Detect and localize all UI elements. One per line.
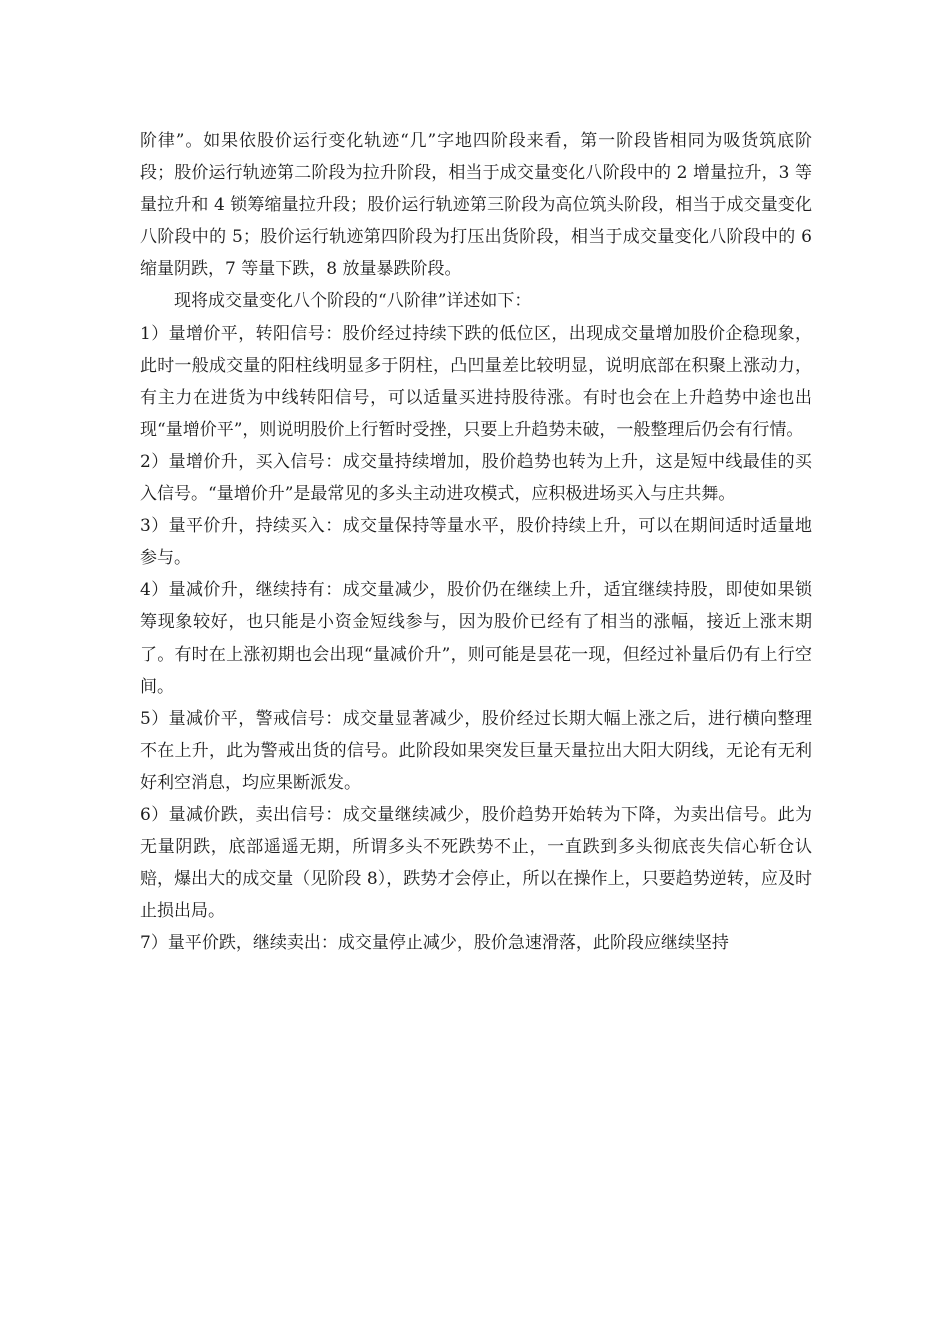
paragraph-stage-3: 3）量平价升，持续买入：成交量保持等量水平，股价持续上升，可以在期间适时适量地参与。 — [140, 516, 812, 569]
document-body — [140, 125, 812, 959]
paragraph-stage-2: 2）量增价升，买入信号：成交量持续增加，股价趋势也转为上升，这是短中线最佳的买入信号。“量增价升”是最常见的多头主动进攻模式，应积极进场买入与庄共舞。 — [140, 451, 812, 505]
paragraph-stage-6: 6）量减价跌，卖出信号：成交量继续减少，股价趋势开始转为下降，为卖出信号。此为无量阴跌，底部遥遥无期，所谓多头不死跌势不止，一直跌到多头彻底丧失信心斩仓认赔，爆出大的成交量（见阶段 8），跌势才会停止，所以在操作上，只要趋势逆转，应及时止损出局。 — [140, 804, 812, 922]
paragraph-eight-stages-heading: 现将成交量变化八个阶段的“八阶律”详述如下： — [174, 291, 532, 312]
paragraph-stage-5: 5）量减价平，警戒信号：成交量显著减少，股价经过长期大幅上涨之后，进行横向整理不在上升，此为警戒出货的信号。此阶段如果突发巨量天量拉出大阳大阴线，无论有无利好利空消息，均应果断派发。 — [140, 708, 812, 793]
paragraph-stage-1: 1）量增价平，转阳信号：股价经过持续下跌的低位区，出现成交量增加股价企稳现象，此时一般成交量的阳柱线明显多于阴柱，凸凹量差比较明显，说明底部在积聚上涨动力，有主力在进货为中线转阳信号，可以适量买进持股待涨。有时也会在上升趋势中途也出现“量增价平”，则说明股价上行暂时受挫，只要上升趋势未破，一般整理后仍会有行情。 — [140, 323, 812, 440]
paragraph-intro-continuation: 阶律”。如果依股价运行变化轨迹“几”字地四阶段来看，第一阶段皆相同为吸货筑底阶段；股价运行轨迹第二阶段为拉升阶段，相当于成交量变化八阶段中的 2 增量拉升，3 等量拉升和 4 锁筹缩量拉升段；股价运行轨迹第三阶段为高位筑头阶段，相当于成交量变化八阶段中的 5；股价运行轨迹第四阶段为打压出货阶段，相当于成交量变化八阶段中的 6 缩量阴跌，7 等量下跌，8 放量暴跌阶段。 — [140, 131, 812, 280]
paragraph-stage-4: 4）量减价升，继续持有：成交量减少，股价仍在继续上升，适宜继续持股，即使如果锁筹现象较好，也只能是小资金短线参与，因为股价已经有了相当的涨幅，接近上涨末期了。有时在上涨初期也会出现“量减价升”，则可能是昙花一现，但经过补量后仍有上行空间。 — [140, 580, 812, 697]
paragraph-stage-7: 7）量平价跌，继续卖出：成交量停止减少，股价急速滑落，此阶段应继续坚持 — [140, 933, 729, 954]
